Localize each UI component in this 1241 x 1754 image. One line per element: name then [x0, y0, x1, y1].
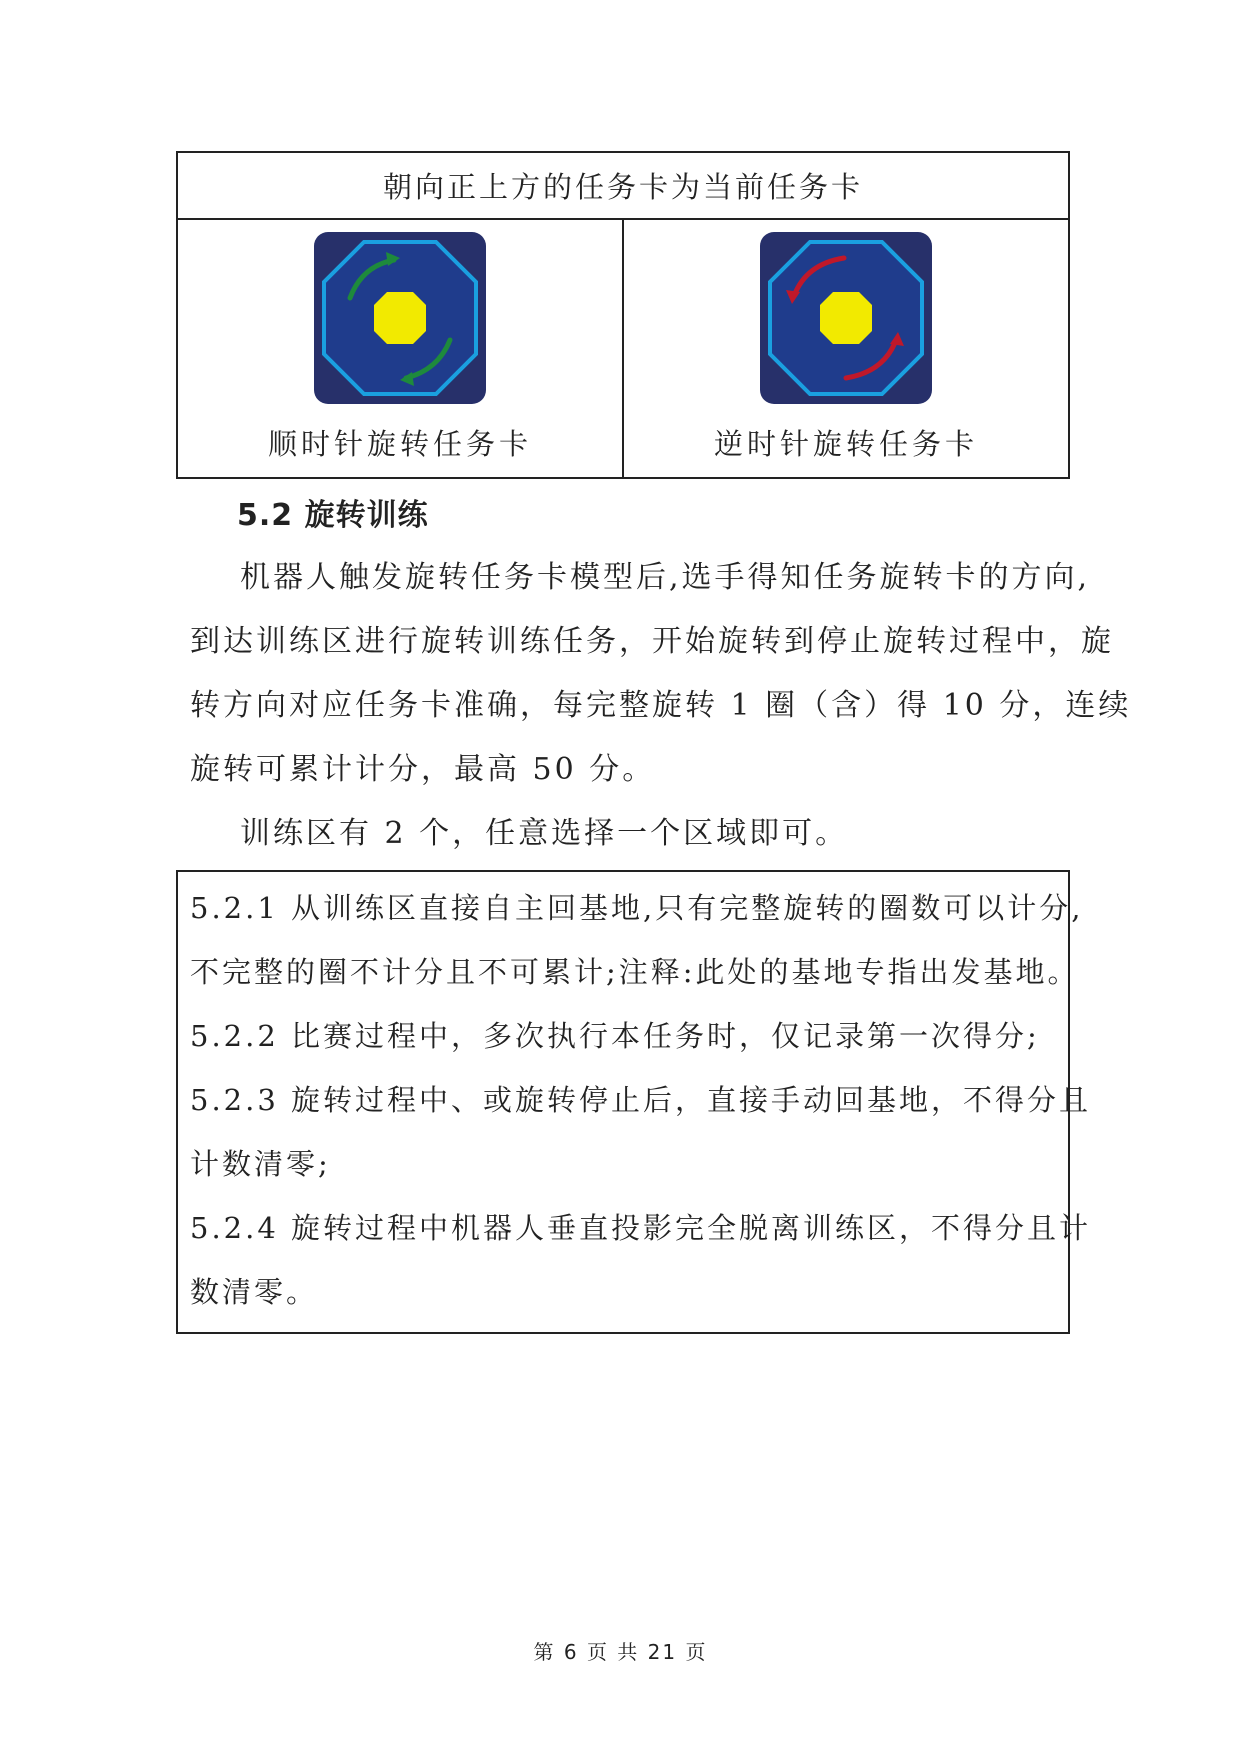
- section-heading: 5.2 旋转训练: [237, 498, 429, 533]
- note-line: 5.2.2 比赛过程中，多次执行本任务时，仅记录第一次得分;: [190, 1019, 1040, 1053]
- clockwise-rotation-card-icon: [314, 232, 486, 404]
- note-line: 5.2.1 从训练区直接自主回基地,只有完整旋转的圈数可以计分,: [190, 891, 1084, 925]
- counterclockwise-card-cell: [624, 220, 1068, 477]
- paragraph-line: 机器人触发旋转任务卡模型后,选手得知任务旋转卡的方向,: [240, 560, 1091, 595]
- note-line: 不完整的圈不计分且不可累计;注释:此处的基地专指出发基地。: [190, 955, 1080, 989]
- note-line: 5.2.3 旋转过程中、或旋转停止后，直接手动回基地，不得分且: [190, 1083, 1092, 1117]
- paragraph-line: 转方向对应任务卡准确，每完整旋转 1 圈（含）得 10 分，连续: [190, 688, 1132, 723]
- paragraph-line: 旋转可累计计分，最高 50 分。: [190, 752, 656, 787]
- note-line: 数清零。: [190, 1275, 319, 1309]
- paragraph-line: 到达训练区进行旋转训练任务，开始旋转到停止旋转过程中，旋: [190, 624, 1114, 659]
- page-number: 第 6 页 共 21 页: [533, 1640, 708, 1664]
- clockwise-card-caption: 顺时针旋转任务卡: [267, 427, 532, 461]
- note-line: 5.2.4 旋转过程中机器人垂直投影完全脱离训练区，不得分且计: [190, 1211, 1092, 1245]
- table-header: 朝向正上方的任务卡为当前任务卡: [178, 153, 1068, 220]
- note-line: 计数清零;: [190, 1147, 331, 1181]
- clockwise-card-cell: [178, 220, 624, 477]
- counterclockwise-card-caption: 逆时针旋转任务卡: [713, 427, 978, 461]
- counterclockwise-rotation-card-icon: [760, 232, 932, 404]
- paragraph-line: 训练区有 2 个，任意选择一个区域即可。: [240, 816, 849, 851]
- task-card-table: [176, 151, 1070, 479]
- notes-box: [176, 870, 1092, 1334]
